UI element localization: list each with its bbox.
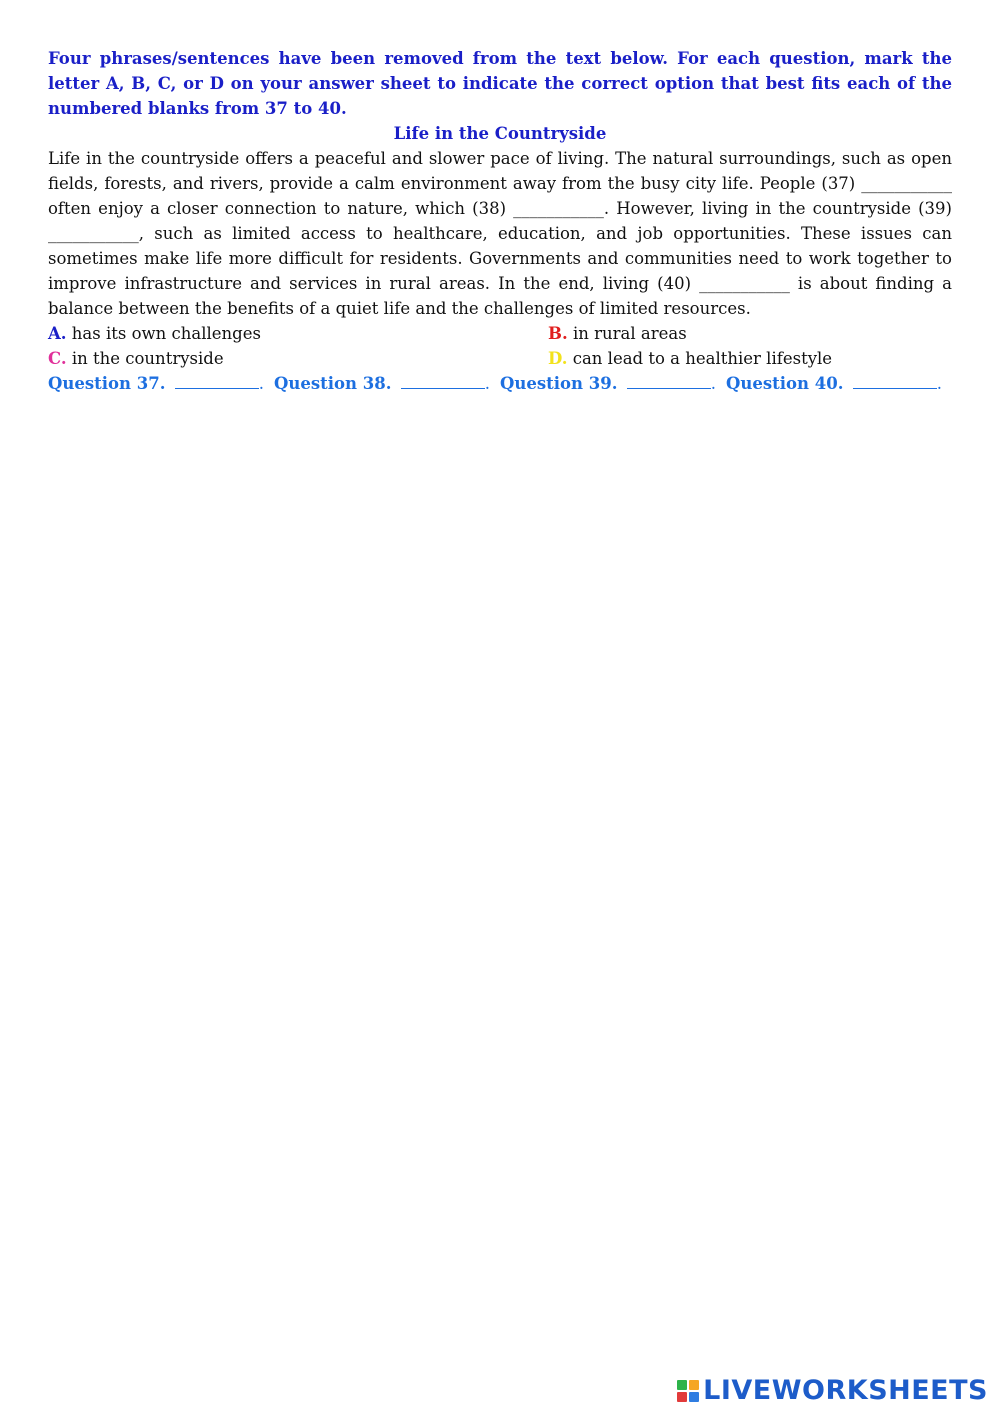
logo-square <box>677 1392 687 1402</box>
option-d-text: can lead to a healthier lifestyle <box>572 349 833 368</box>
answer-label-38: Question 38. <box>274 374 392 393</box>
liveworksheets-logo-icon <box>677 1380 699 1402</box>
answer-blank-37[interactable] <box>175 371 259 389</box>
option-c-letter: C. <box>48 349 67 368</box>
logo-square <box>677 1380 687 1390</box>
passage-text: Life in the countryside offers a peaceful and slower pace of living. The natural surroundings, such as open fields, forests, and rivers, provide a calm environment away from the busy city life. People (37) ___________ often enjoy a closer connection to nature, which (38) ___________. However, living in the countryside (39) ___________, such as limited access to healthcare, education, and job opportunities. These issues can sometimes make life more difficult for residents. Governments and communities need to work together to improve infrastructure and services in rural areas. In the end, living (40) ___________ is about finding a balance between the benefits of a quiet life and the challenges of limited resources. <box>48 149 952 318</box>
answer-slot-37: Question 37. . <box>48 371 274 396</box>
answer-label-40: Question 40. <box>726 374 844 393</box>
option-b-text: in rural areas <box>572 324 687 343</box>
liveworksheets-logo <box>677 1375 988 1406</box>
answer-blank-40[interactable] <box>853 371 937 389</box>
option-a <box>48 321 548 346</box>
answer-row <box>48 371 952 396</box>
answer-slot-40: Question 40. . <box>726 371 952 396</box>
answer-slot-39: Question 39. . <box>500 371 726 396</box>
option-b <box>548 321 952 346</box>
logo-square <box>689 1392 699 1402</box>
worksheet-page <box>48 46 952 396</box>
option-d-letter: D. <box>548 349 568 368</box>
answer-label-37: Question 37. <box>48 374 166 393</box>
answer-label-39: Question 39. <box>500 374 618 393</box>
logo-text: LIVEWORKSHEETS <box>703 1375 988 1406</box>
passage-title: Life in the Countryside <box>393 124 607 143</box>
option-b-letter: B. <box>548 324 568 343</box>
option-a-letter: A. <box>48 324 67 343</box>
option-d <box>548 346 952 371</box>
logo-square <box>689 1380 699 1390</box>
answer-slot-38: Question 38. . <box>274 371 500 396</box>
answer-blank-39[interactable] <box>627 371 711 389</box>
option-a-text: has its own challenges <box>71 324 261 343</box>
option-c <box>48 346 548 371</box>
instructions: Four phrases/sentences have been removed from the text below. For each question, mark the letter A, B, C, or D on your answer sheet to indicate the correct option that best fits each of the numbered blanks from 37 to 40. <box>48 49 952 118</box>
answer-blank-38[interactable] <box>401 371 485 389</box>
option-c-text: in the countryside <box>71 349 224 368</box>
options-list <box>48 321 952 371</box>
